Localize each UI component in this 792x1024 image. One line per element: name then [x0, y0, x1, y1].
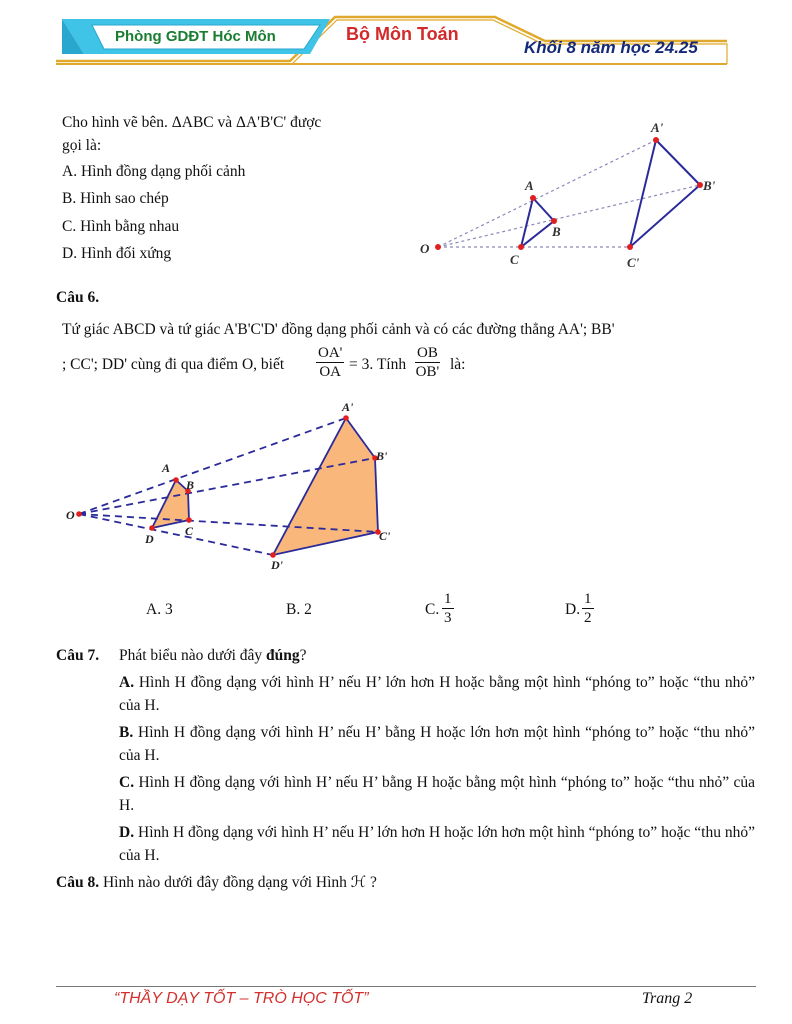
q6-eq: = 3. Tính [349, 356, 407, 373]
q7-option-b [119, 721, 755, 767]
q7-stem-pre: Phát biểu nào dưới đây [119, 647, 267, 664]
q5-label-b: B [552, 224, 561, 239]
q5-figure [410, 110, 750, 280]
header-subject: Bộ Môn Toán [346, 24, 459, 44]
q5-label-o: O [420, 241, 430, 256]
q6-figure [62, 398, 402, 578]
q5-label-c: C [510, 252, 519, 267]
q6-line2-post: là: [450, 356, 466, 373]
q6-quad-abcd [152, 480, 189, 528]
q6-frac1-den: OA [319, 364, 342, 380]
q5-stem-line2: gọi là: [62, 137, 102, 154]
q6-label-d2: D' [271, 558, 283, 572]
q5-label-c2: C' [627, 255, 640, 270]
q6-frac2-num: OB [417, 345, 438, 361]
footer-slogan: “THẦY DẠY TỐT – TRÒ HỌC TỐT” [114, 990, 369, 1007]
footer-page-number: Trang 2 [642, 990, 693, 1007]
q7-option-c-letter: C. [119, 774, 135, 791]
q6-option-d-fraction [582, 590, 594, 627]
q6-option-b [286, 600, 312, 620]
q5-triangle-a2b2c2 [630, 140, 700, 247]
q6-label-b: B [186, 478, 195, 492]
header-department: Phòng GDĐT Hóc Môn [115, 28, 276, 45]
q6-line2-pre: ; CC'; DD' cùng đi qua điểm O, biết [62, 356, 285, 373]
q6-option-d-letter: D. [565, 601, 581, 618]
q6-option-c-den: 3 [444, 610, 452, 626]
q6-option-c-num: 1 [444, 591, 452, 607]
q6-label-a: A [162, 461, 171, 475]
q6-fraction-ob [415, 344, 440, 381]
q6-label-o: O [66, 508, 75, 522]
q6-label-b2: B' [376, 449, 388, 463]
q5-option-b: B. Hình sao chép [62, 190, 169, 207]
q8-label: Câu 8. [56, 874, 100, 891]
header-grade-year: Khối 8 năm học 24.25 [524, 38, 698, 57]
q6-label-c2: C' [379, 529, 391, 543]
q7-option-c [119, 771, 755, 817]
q7-option-a [119, 671, 755, 717]
q6-line1: Tứ giác ABCD và tứ giác A'B'C'D' đồng dạng phối cảnh và có các đường thẳng AA'; BB' [62, 321, 615, 338]
q5-label-b2: B' [703, 178, 716, 193]
q5-label-a2: A' [651, 120, 664, 135]
q7-option-a-letter: A. [119, 674, 135, 691]
q5-option-c: C. Hình bằng nhau [62, 218, 180, 235]
q6-fraction-oa [316, 344, 344, 381]
q6-label-d: D [145, 532, 154, 546]
q6-frac2-den: OB' [415, 364, 440, 380]
q6-option-b-letter: B. [286, 601, 301, 618]
q6-option-a-letter: A. [146, 601, 162, 618]
q6-option-d-num: 1 [584, 591, 592, 607]
q5-option-a: A. Hình đồng dạng phối cảnh [62, 163, 246, 180]
q6-option-a [146, 600, 173, 620]
q6-frac1-num: OA' [318, 345, 343, 361]
q5-triangle-abc [521, 198, 554, 247]
q7-stem-bold: đúng [266, 647, 300, 664]
q5-option-d: D. Hình đối xứng [62, 245, 172, 262]
q6-label-c: C [185, 524, 194, 538]
footer-divider [56, 986, 756, 987]
q6-option-a-value: 3 [164, 601, 173, 618]
q6-option-c-letter: C. [425, 601, 440, 618]
q7-option-d-letter: D. [119, 824, 135, 841]
q7-stem [119, 646, 307, 666]
q7-stem-post: ? [299, 647, 307, 664]
q6-label: Câu 6. [56, 289, 100, 306]
q5-stem-line1: Cho hình vẽ bên. ΔABC và ΔA'B'C' được [62, 114, 322, 131]
q6-option-d-den: 2 [584, 610, 592, 626]
q6-label-a2: A' [342, 400, 354, 414]
q8 [56, 873, 377, 893]
q7-option-d [119, 821, 755, 867]
q7-label: Câu 7. [56, 647, 100, 664]
q6-option-b-value: 2 [304, 601, 312, 618]
q7-option-b-text: Hình H đồng dạng với hình H’ nếu H’ bằng H hoặc lớn hơn một hình “phóng to” hoặc “thu nhỏ” của H. [119, 724, 756, 764]
q6-option-c-fraction [442, 590, 454, 627]
q8-stem: Hình nào dưới đây đồng dạng với Hình ℋ ? [102, 874, 377, 891]
page-header [0, 0, 792, 70]
q7-option-c-text: Hình H đồng dạng với hình H’ nếu H’ bằng H hoặc bằng một hình “phóng to” hoặc “thu nhỏ” của H. [119, 774, 756, 814]
q5-label-a: A [525, 178, 534, 193]
q7-option-d-text: Hình H đồng dạng với hình H’ nếu H’ lớn hơn H hoặc lớn hơn một hình “phóng to” hoặc “thu nhỏ” của H. [119, 824, 756, 864]
q7-option-b-letter: B. [119, 724, 134, 741]
q7-option-a-text: Hình H đồng dạng với hình H’ nếu H’ lớn hơn H hoặc bằng một hình “phóng to” hoặc “thu nhỏ” của H. [119, 674, 756, 714]
